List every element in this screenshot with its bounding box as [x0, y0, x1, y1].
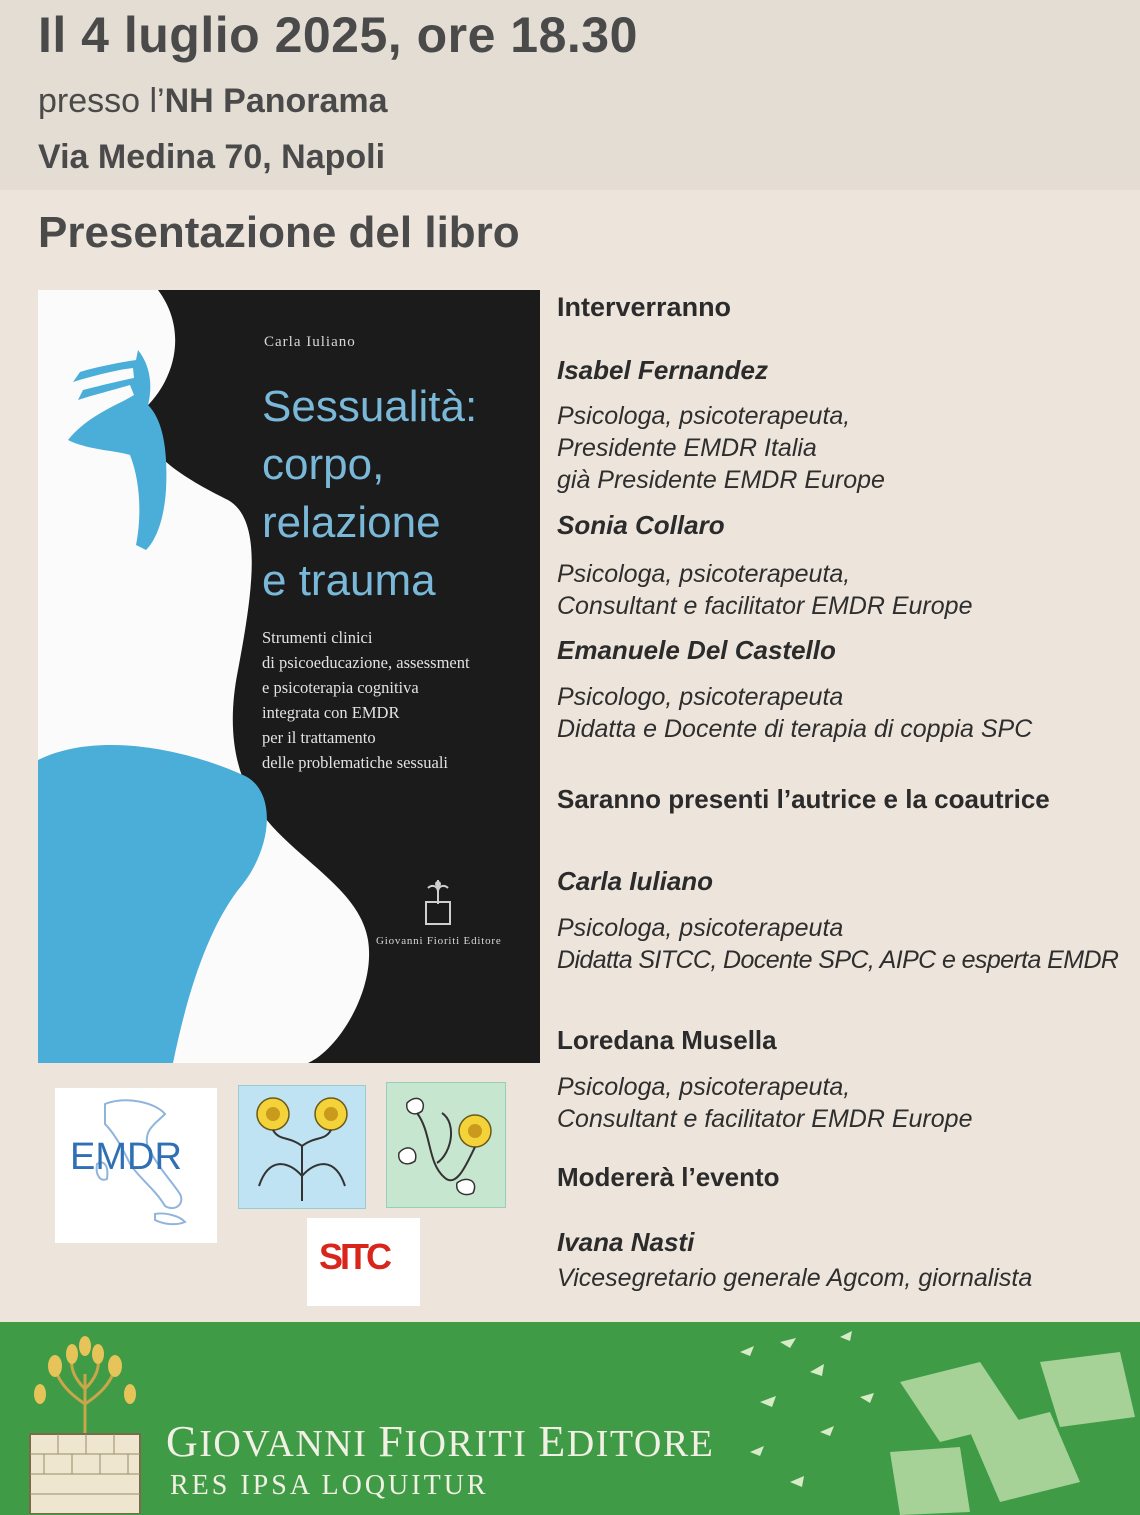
publisher-initial: E: [538, 1417, 567, 1466]
sunflower-tile-logo: [238, 1085, 366, 1209]
event-venue: [38, 82, 388, 121]
moderator-heading: Modererà l’evento: [557, 1162, 780, 1192]
sunflower-vine-icon: [387, 1083, 505, 1207]
cover-publisher: Giovanni Fioriti Editore: [376, 935, 502, 947]
sitc-logo-text: SITC: [319, 1236, 390, 1277]
moderator-name: Ivana Nasti: [557, 1227, 695, 1257]
publisher-initial: G: [166, 1417, 200, 1466]
publisher-word: IORITI: [404, 1423, 539, 1465]
cover-subtitle: [262, 625, 532, 775]
cover-subtitle-line: integrata con EMDR: [262, 703, 400, 722]
speaker-roles: [557, 558, 972, 622]
footer-publisher-name: [166, 1416, 714, 1467]
speaker-role-line: Consultant e facilitator EMDR Europe: [557, 592, 973, 620]
emdr-logo: [55, 1088, 217, 1243]
event-address: Via Medina 70, Napoli: [38, 138, 386, 176]
author-role-line: Didatta SITCC, Docente SPC, AIPC e esperta EMDR: [557, 946, 1119, 974]
cover-subtitle-line: Strumenti clinici: [262, 628, 373, 647]
cover-title-line: e trauma: [262, 556, 436, 605]
author-roles: [557, 1071, 972, 1135]
speaker-name: Sonia Collaro: [557, 510, 725, 540]
publisher-word: DITORE: [566, 1423, 715, 1465]
cover-subtitle-line: di psicoeducazione, assessment: [262, 653, 470, 672]
speaker-name: Emanuele Del Castello: [557, 635, 836, 665]
cover-subtitle-line: e psicoterapia cognitiva: [262, 678, 419, 697]
authors-heading: Saranno presenti l’autrice e la coautrice: [557, 784, 1050, 814]
author-roles: [557, 912, 1118, 976]
speaker-role-line: Psicologa, psicoterapeuta,: [557, 560, 851, 588]
emdr-logo-text: EMDR: [70, 1136, 182, 1178]
speaker-role-line: Presidente EMDR Italia: [557, 434, 817, 462]
author-role-line: Psicologa, psicoterapeuta,: [557, 1073, 851, 1101]
cover-author: Carla Iuliano: [264, 334, 356, 350]
venue-prefix: presso l’: [38, 82, 165, 120]
publisher-initial: F: [378, 1417, 405, 1466]
cover-subtitle-line: per il trattamento: [262, 728, 376, 747]
author-name: Loredana Musella: [557, 1025, 777, 1055]
speaker-roles: [557, 400, 885, 496]
flying-pages-illustration: [720, 1322, 1140, 1515]
sunflower-vine-tile-logo: [386, 1082, 506, 1208]
author-role-line: Consultant e facilitator EMDR Europe: [557, 1105, 973, 1133]
speaker-role-line: Didatta e Docente di terapia di coppia SPC: [557, 715, 1033, 743]
cover-title-line: corpo,: [262, 440, 385, 489]
speakers-heading: Interverranno: [557, 292, 732, 322]
author-name: Carla Iuliano: [557, 866, 714, 896]
speaker-role-line: Psicologo, psicoterapeuta: [557, 683, 844, 711]
event-date-time: Il 4 luglio 2025, ore 18.30: [38, 7, 638, 63]
sitc-logo: [307, 1218, 420, 1306]
book-cover: [38, 290, 540, 1063]
cover-subtitle-line: delle problematiche sessuali: [262, 753, 449, 772]
cover-title-line: Sessualità:: [262, 382, 478, 431]
speaker-role-line: Psicologa, psicoterapeuta,: [557, 402, 851, 430]
speaker-role-line: già Presidente EMDR Europe: [557, 466, 885, 494]
author-role-line: Psicologa, psicoterapeuta: [557, 914, 844, 942]
speaker-name: Isabel Fernandez: [557, 355, 768, 385]
publisher-word: IOVANNI: [199, 1423, 379, 1465]
publisher-tree-emblem-icon: [20, 1334, 150, 1514]
venue-name: NH Panorama: [164, 82, 388, 120]
cover-title-line: relazione: [262, 498, 441, 547]
speaker-roles: [557, 681, 1032, 745]
footer-motto: RES IPSA LOQUITUR: [170, 1470, 489, 1501]
publisher-emblem-icon: [420, 878, 456, 926]
section-title: Presentazione del libro: [38, 208, 520, 257]
sunflower-icon: [239, 1086, 365, 1208]
publisher-footer: [0, 1322, 1140, 1515]
cover-title: [262, 378, 532, 610]
moderator-role: Vicesegretario generale Agcom, giornalista: [557, 1264, 1033, 1292]
